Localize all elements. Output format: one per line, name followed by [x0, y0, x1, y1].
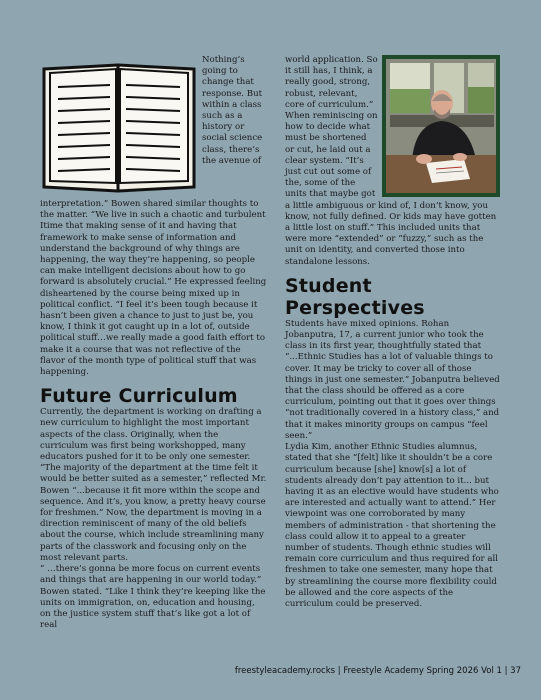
- page-footer: freestyleacademy.rocks | Freestyle Academy Spring 2026 Vol 1 | 37: [234, 666, 521, 676]
- student-perspectives-heading: Student Perspectives: [285, 274, 425, 319]
- right-column: [285, 55, 500, 610]
- teacher-photo: [382, 55, 500, 197]
- future-paragraph-1: Currently, the department is working on drafting a new curriculum to highlight the most important aspects of the class. Originally, when the curriculum was first being workshopped, many educators pushed for it to be only one semester. “The majority of the department at the time felt it would be better suited as a semester,” reflected Mr. Bowen “...because it fit more within the scope and sequence. And it’s, you know, a pretty heavy course for freshmen.” Now, the department is moving in a direction reminiscent of many of the old beliefs about the course, which include streamlining many parts of the classwork and focusing only on the most relevant parts.: [40, 407, 267, 563]
- right-intro-text: world application. So it still has, I think, a really good, strong, robust, relevant, core of curriculum.” When reminiscing on how to decide what must be shortened or cut, he laid out a clear system. “It’s just cut out some of the, some of the units that maybe got a little ambiguous or kind of, I don’t know, you know, not fully defined. Or kids may have gotten a little lost on stuff.” This included units that were more “extended” or “fuzzy,” such as the unit on identity, and converted those into standalone lessons.: [285, 55, 497, 267]
- future-curriculum-heading: Future Curriculum: [40, 385, 238, 408]
- student-paragraph-1: Students have mixed opinions. Rohan Jobanputra, 17, a current junior who took the class in its first year, thoughtfully stated that “...Ethnic Studies has a lot of valuable things to cover. It may be tricky to cover all of those things in just one semester.” Jobanputra believed that the class should be offered as a core curriculum, pointing out that it goes over things “not traditionally covered in a history class,” and that it makes minority groups on campus “feel seen.”: [285, 318, 500, 441]
- student-paragraph-2: Lydia Kim, another Ethnic Studies alumnus, stated that she “[felt] like it shouldn’t be a core curriculum because [she] know[s] a lot of students already don’t pay attention to it... but having it as an elective would have students who are interested and actually want to attend.” Her viewpoint was one corroborated by many members of administration - that shortening the class could allow it to appeal to a greater number of students. Though ethnic studies will remain core curriculum and thus required for all freshmen to take one semester, many hope that by streamlining the course more flexibility could be allowed and the core aspects of the curriculum could be preserved.: [285, 442, 499, 609]
- left-column: [40, 55, 268, 631]
- future-paragraph-2: “ …there’s gonna be more focus on current events and things that are happening in our world today.” Bowen stated. “Like I think they’re keeping like the units on immigration, on, education and housing, on the justice system stuff that’s like got a lot of real: [40, 564, 266, 631]
- left-intro-text: Nothing’s going to change that response. But within a class such as a history or social science class, there’s the avenue of interpretation.” Bowen shared similar thoughts to the matter. “We live in such a chaotic and turbulent Itime that making sense of it and having that framework to make sense of information and understand the background of why things are happening, the way they’re happening, so people can make intelligent decisions about how to go forward is absolutely crucial.” He expressed feeling disheartened by the course being mixed up in political conflict. “I feel it’s been tough because it hasn’t been given a chance to just to just be, you know, I think it got caught up in a lot of, outside political stuff…we really made a good faith effort to make it a course that was not reflective of the flavor of the month type of political stuff that was happening.: [40, 55, 267, 378]
- open-book-icon: [40, 55, 198, 197]
